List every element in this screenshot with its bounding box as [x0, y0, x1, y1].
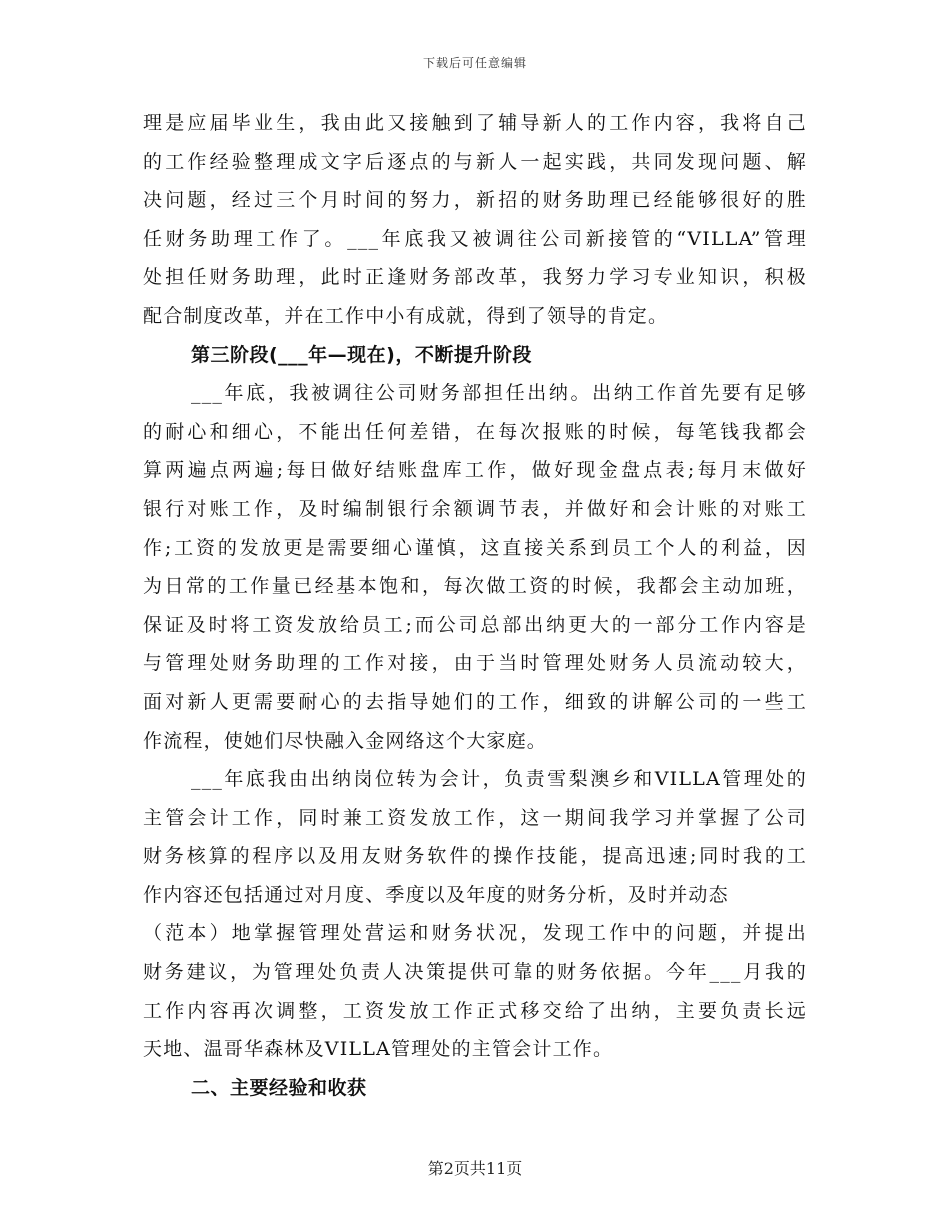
body-line: 为日常的工作量已经基本饱和，每次做工资的时候，我都会主动加班，: [143, 575, 807, 598]
body-line: 财务核算的程序以及用友财务软件的操作技能，提高迅速;同时我的工: [143, 845, 807, 868]
paragraph-start-line: ___年底我由出纳岗位转为会计，负责雪梨澳乡和VILLA管理处的: [191, 768, 807, 791]
body-line: 财务建议，为管理处负责人决策提供可靠的财务依据。今年___月我的: [143, 961, 807, 984]
body-line: 作;工资的发放更是需要细心谨慎，这直接关系到员工个人的利益，因: [143, 536, 807, 559]
page-number-footer: 第2页共11页: [427, 1159, 523, 1178]
body-line: 配合制度改革，并在工作中小有成就，得到了领导的肯定。: [143, 304, 669, 327]
body-line: 算两遍点两遍;每日做好结账盘库工作，做好现金盘点表;每月末做好: [143, 459, 807, 482]
body-line: 的耐心和细心，不能出任何差错，在每次报账的时候，每笔钱我都会: [143, 420, 807, 443]
section-heading-stage-three: 第三阶段(___年—现在)，不断提升阶段: [191, 343, 532, 366]
body-line: 天地、温哥华森林及VILLA管理处的主管会计工作。: [143, 1038, 614, 1061]
body-line: 与管理处财务助理的工作对接，由于当时管理处财务人员流动较大，: [143, 652, 807, 675]
body-line: 保证及时将工资发放给员工;而公司总部出纳更大的一部分工作内容是: [143, 613, 807, 636]
body-line: 作内容还包括通过对月度、季度以及年度的财务分析，及时并动态: [143, 883, 729, 906]
page-header: 下载后可任意编辑: [422, 56, 527, 70]
body-line: 任财务助理工作了。___年底我又被调往公司新接管的“VILLA”管理: [143, 227, 807, 250]
body-line: 理是应届毕业生，我由此又接触到了辅导新人的工作内容，我将自己: [143, 112, 807, 134]
paragraph-start-line: ___年底，我被调往公司财务部担任出纳。出纳工作首先要有足够: [191, 382, 807, 405]
body-line: 处担任财务助理，此时正逢财务部改革，我努力学习专业知识，积极: [143, 266, 807, 289]
body-line: 作流程，使她们尽快融入金网络这个大家庭。: [143, 729, 548, 752]
body-line: 决问题，经过三个月时间的努力，新招的财务助理已经能够很好的胜: [143, 189, 807, 212]
body-line: 银行对账工作，及时编制银行余额调节表，并做好和会计账的对账工: [143, 497, 807, 520]
section-heading-main-experience: 二、主要经验和收获: [191, 1076, 367, 1099]
document-body: [143, 104, 807, 1107]
body-line: 工作内容再次调整，工资发放工作正式移交给了出纳，主要负责长远: [143, 999, 807, 1022]
body-line: 的工作经验整理成文字后逐点的与新人一起实践，共同发现问题、解: [143, 150, 807, 173]
body-line: 面对新人更需要耐心的去指导她们的工作，细致的讲解公司的一些工: [143, 690, 807, 713]
body-line: （范本）地掌握管理处营运和财务状况，发现工作中的问题，并提出: [143, 922, 807, 945]
body-line: 主管会计工作，同时兼工资发放工作，这一期间我学习并掌握了公司: [143, 806, 807, 829]
